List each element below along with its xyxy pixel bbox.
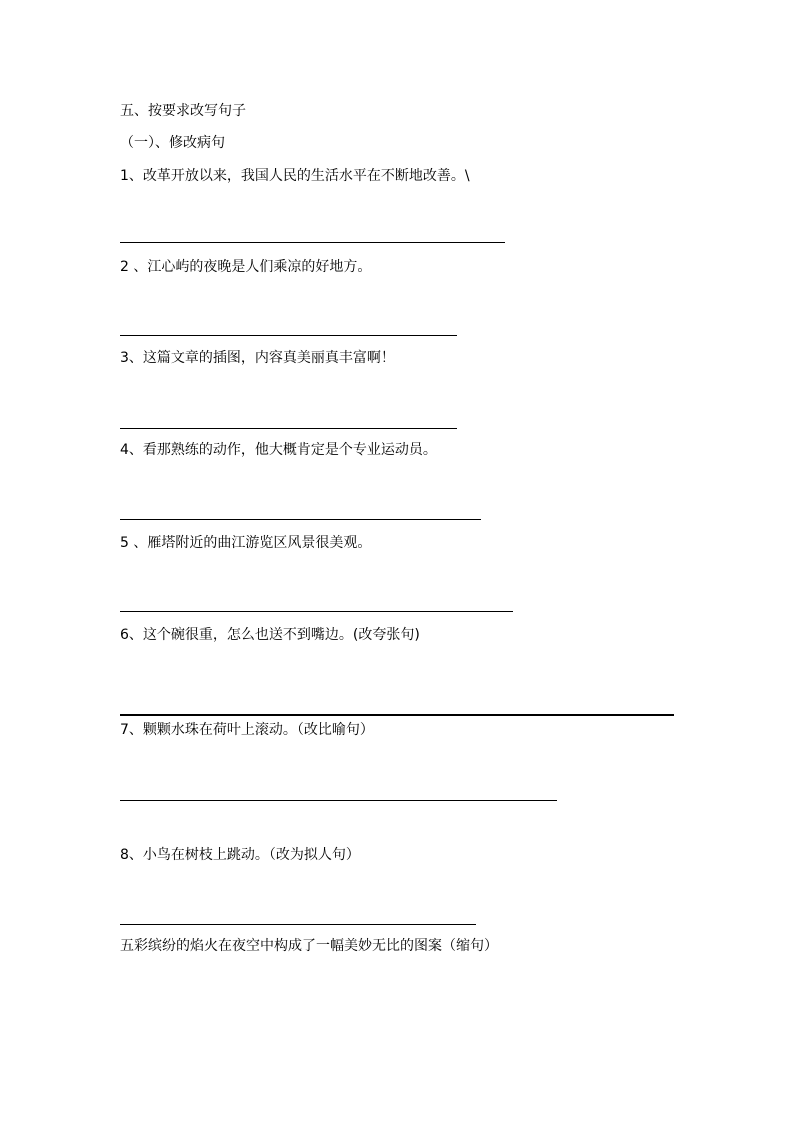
question-3-answer-line[interactable] (120, 428, 457, 429)
question-3-text: 3、这篇文章的插图，内容真美丽真丰富啊！ (120, 350, 395, 366)
question-5-answer-line[interactable] (120, 611, 513, 612)
question-8-text: 8、小鸟在树枝上跳动。（改为拟人句） (120, 847, 360, 863)
question-1-text: 1、改革开放以来，我国人民的生活水平在不断地改善。\ (120, 168, 470, 184)
question-2-text: 2 、江心屿的夜晚是人们乘凉的好地方。 (120, 259, 372, 275)
question-8-answer-line[interactable] (120, 924, 476, 925)
question-4-answer-line[interactable] (120, 519, 481, 520)
question-6-answer-line[interactable] (120, 714, 674, 716)
final-question-text: 五彩缤纷的焰火在夜空中构成了一幅美妙无比的图案（缩句） (120, 938, 498, 954)
question-4-text: 4、看那熟练的动作，他大概肯定是个专业运动员。 (120, 442, 437, 458)
question-6-text: 6、这个碗很重，怎么也送不到嘴边。(改夸张句) (120, 627, 420, 643)
question-7-text: 7、颗颗水珠在荷叶上滚动。（改比喻句） (120, 722, 374, 738)
subsection-heading: （一）、修改病句 (120, 135, 225, 151)
question-5-text: 5 、雁塔附近的曲江游览区风景很美观。 (120, 535, 372, 551)
question-7-answer-line[interactable] (120, 800, 557, 801)
question-2-answer-line[interactable] (120, 335, 457, 336)
question-1-answer-line[interactable] (120, 242, 505, 243)
section-heading: 五、按要求改写句子 (120, 103, 246, 119)
